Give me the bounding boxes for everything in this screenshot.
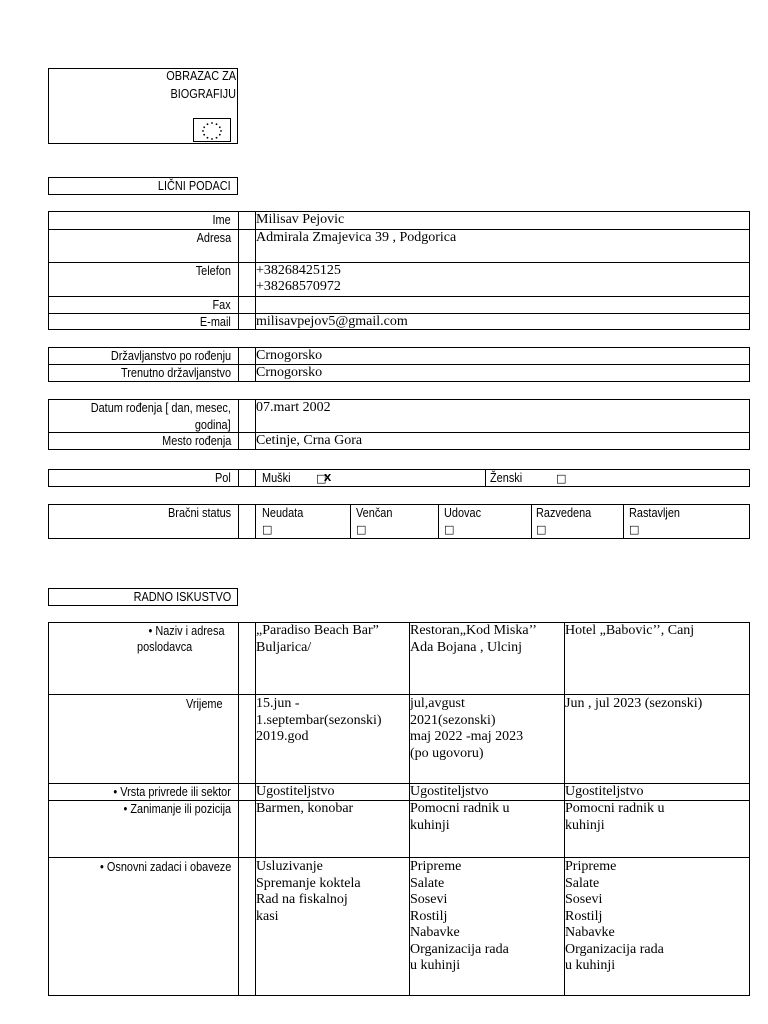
job-1-position-line1: Barmen, konobar [256, 801, 354, 816]
gender-male-checkbox[interactable]: □ [316, 472, 327, 485]
email-label: E-mail [200, 314, 231, 329]
phone-value-2: +38268570972 [256, 279, 341, 294]
marital-option-razvedena: Razvedena [536, 505, 592, 520]
marital-option-rastavljen: Rastavljen [629, 505, 680, 520]
birthplace-label: Mesto rođenja [161, 433, 231, 448]
job-1-employer-line1: „Paradiso Beach Bar” [256, 623, 379, 638]
job-1-time-line1: 15.jun - [256, 696, 300, 711]
form-title-line2: BIOGRAFIJU [170, 86, 236, 101]
work-section-title: RADNO ISKUSTVO [133, 589, 231, 604]
marital-checkbox-neudata[interactable]: □ [262, 523, 273, 536]
personal-section-title: LIČNI PODACI [158, 178, 231, 193]
name-value: Milisav Pejovic [256, 212, 345, 227]
job-1-duty: kasi [256, 908, 279, 924]
address-value: Admirala Zmajevica 39 , Podgorica [256, 230, 457, 245]
job-2-duty: Rostilj [410, 908, 448, 924]
job-1-time-line3: 2019.god [256, 729, 309, 744]
marital-label: Bračni status [167, 505, 231, 520]
gender-label: Pol [215, 470, 231, 485]
dob-label-line2: godina] [195, 417, 231, 432]
form-title-line1: OBRAZAC ZA [166, 68, 236, 83]
job-2-employer [410, 623, 537, 656]
time-label: Vrijeme [186, 696, 223, 711]
job-1-employer [256, 623, 379, 656]
job-3-employer [565, 623, 694, 640]
gender-male-mark: x [324, 469, 332, 484]
gender-female-checkbox[interactable]: □ [556, 472, 567, 485]
job-2-duty: u kuhinji [410, 958, 461, 973]
job-3-time [565, 696, 702, 713]
duties-label: • Osnovni zadaci i obaveze [99, 859, 231, 874]
job-2-time [410, 696, 523, 762]
job-3-position-line2: kuhinji [565, 817, 605, 833]
marital-checkbox-razvedena[interactable]: □ [536, 523, 547, 536]
address-label: Adresa [196, 230, 231, 245]
job-2-position-line2: kuhinji [410, 817, 450, 833]
phone-label: Telefon [195, 263, 231, 278]
job-3-time-line1: Jun , jul 2023 (sezonski) [565, 696, 703, 711]
job-1-duty: Rad na fiskalnoj [256, 892, 348, 907]
position-label: • Zanimanje ili pozicija [123, 801, 231, 816]
job-3-position-line1: Pomocni radnik u [565, 801, 665, 816]
job-3-sector: Ugostiteljstvo [565, 784, 644, 799]
job-2-employer-line2: Ada Bojana , Ulcinj [410, 639, 522, 655]
citizenship-birth-label: Državljanstvo po rođenju [110, 348, 231, 363]
job-3-duty: Nabavke [565, 925, 615, 940]
eu-stars-icon [193, 118, 231, 142]
job-3-duty: Pripreme [565, 859, 617, 874]
job-3-duty: Salate [565, 875, 600, 891]
job-3-duty: Rostilj [565, 908, 603, 924]
job-1-duty: Spremanje koktela [256, 875, 361, 891]
job-3-duties [565, 859, 664, 975]
citizenship-current-value: Crnogorsko [256, 365, 323, 380]
job-1-sector: Ugostiteljstvo [256, 784, 335, 799]
sector-label: • Vrsta privrede ili sektor [113, 784, 231, 799]
name-label: Ime [212, 212, 231, 227]
marital-option-udovac: Udovac [444, 505, 482, 520]
job-2-sector: Ugostiteljstvo [410, 784, 489, 799]
job-1-duty: Usluzivanje [256, 859, 323, 874]
job-2-position-line1: Pomocni radnik u [410, 801, 510, 816]
birthplace-value: Cetinje, Crna Gora [256, 433, 363, 448]
job-2-duty: Pripreme [410, 859, 462, 874]
job-2-time-line2: 2021(sezonski) [410, 712, 496, 728]
email-value: milisavpejov5@gmail.com [256, 314, 408, 329]
job-3-duty: Organizacija rada [565, 941, 664, 957]
job-1-position [256, 801, 353, 818]
job-2-duty: Salate [410, 875, 445, 891]
citizenship-current-label: Trenutno državljanstvo [120, 365, 231, 380]
gender-male-option: Muški [262, 470, 291, 485]
job-2-time-line4: (po ugovoru) [410, 745, 484, 761]
employer-label-line1: • Naziv i adresa [148, 623, 225, 638]
citizenship-birth-value: Crnogorsko [256, 348, 323, 363]
job-1-time [256, 696, 382, 746]
marital-checkbox-udovac[interactable]: □ [444, 523, 455, 536]
employer-label-line2: poslodavca [137, 639, 193, 654]
marital-option-neudata: Neudata [262, 505, 304, 520]
dob-value: 07.mart 2002 [256, 400, 331, 415]
job-2-time-line3: maj 2022 -maj 2023 [410, 729, 524, 744]
job-2-duty: Sosevi [410, 892, 448, 907]
marital-option-vencan: Venčan [356, 505, 393, 520]
phone-value-1: +38268425125 [256, 263, 341, 278]
marital-checkbox-rastavljen[interactable]: □ [629, 523, 640, 536]
job-2-position [410, 801, 510, 834]
dob-label-line1: Datum rođenja [ dan, mesec, [90, 400, 231, 415]
marital-checkbox-vencan[interactable]: □ [356, 523, 367, 536]
gender-table [48, 469, 750, 487]
job-2-employer-line1: Restoran„Kod Miska’’ [410, 623, 537, 638]
gender-female-option: Ženski [490, 470, 523, 485]
job-3-duty: u kuhinji [565, 958, 616, 973]
job-3-duty: Sosevi [565, 892, 603, 907]
job-3-employer-line1: Hotel „Babovic’’, Canj [565, 623, 695, 638]
fax-label: Fax [212, 297, 231, 312]
job-2-duty: Organizacija rada [410, 941, 509, 957]
job-2-duties [410, 859, 509, 975]
job-1-duties [256, 859, 361, 925]
job-2-duty: Nabavke [410, 925, 460, 940]
job-2-time-line1: jul,avgust [410, 696, 465, 711]
job-3-position [565, 801, 665, 834]
job-1-time-line2: 1.septembar(sezonski) [256, 712, 382, 728]
job-1-employer-line2: Buljarica/ [256, 639, 312, 655]
